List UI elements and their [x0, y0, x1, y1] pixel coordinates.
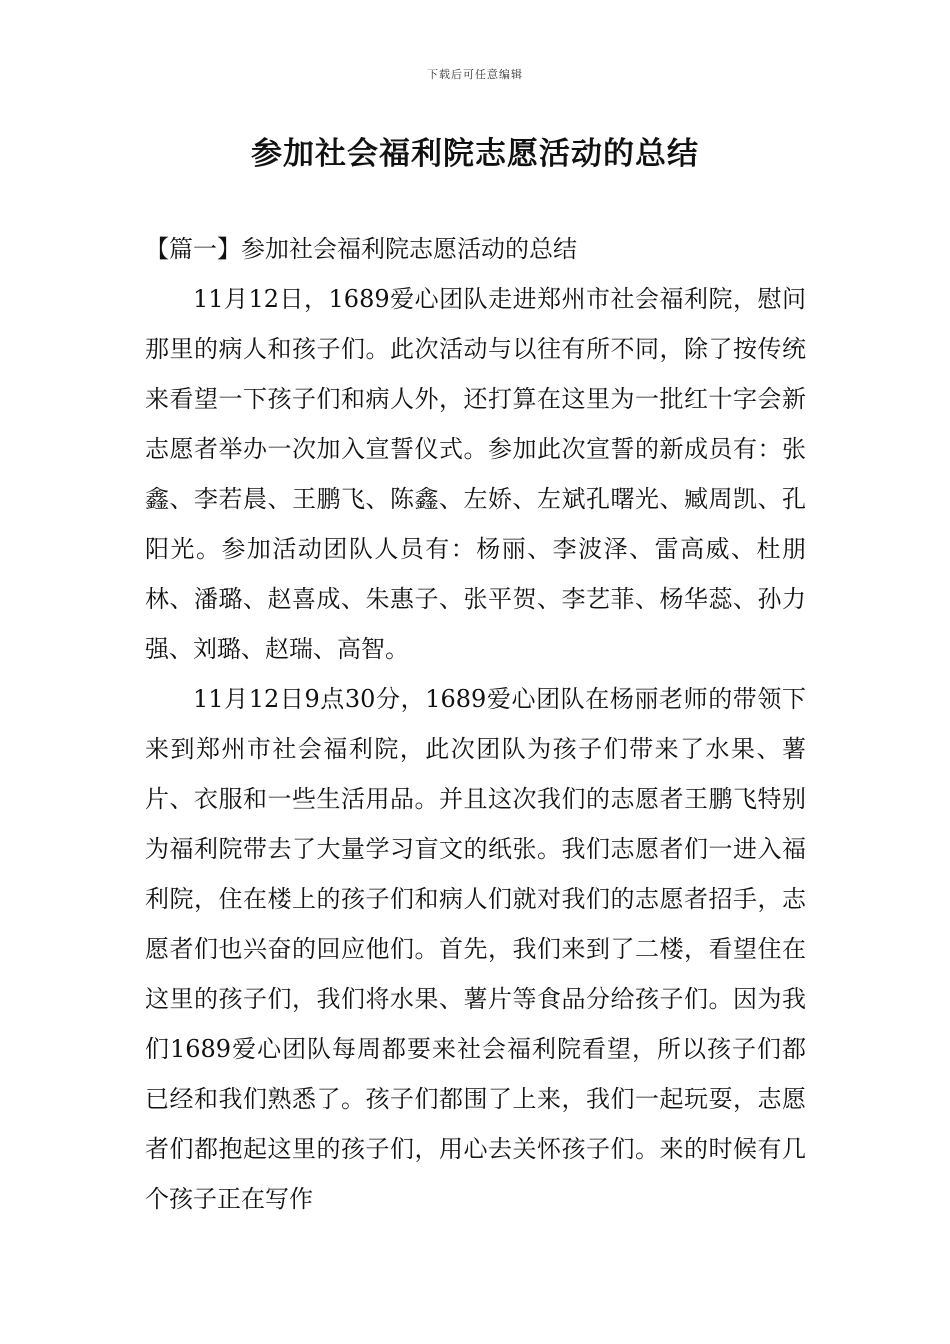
document-title: 参加社会福利院志愿活动的总结 — [251, 136, 699, 172]
paragraph-1: 11月12日，1689爱心团队走进郑州市社会福利院，慰问那里的病人和孩子们。此次活动与以往有所不同，除了按传统来看望一下孩子们和病人外，还打算在这里为一批红十字会新志愿者举办一次加入宣誓仪式。参加此次宣誓的新成员有：张鑫、李若晨、王鹏飞、陈鑫、左娇、左斌孔曙光、臧周凯、孔阳光。参加活动团队人员有：杨丽、李波泽、雷高威、杜朋林、潘璐、赵喜成、朱惠子、张平贺、李艺菲、杨华蕊、孙力强、刘璐、赵瑞、高智。 — [145, 285, 806, 663]
header-note: 下载后可任意编辑 — [427, 68, 523, 81]
document-body — [145, 224, 806, 1224]
paragraph-2: 11月12日9点30分，1689爱心团队在杨丽老师的带领下来到郑州市社会福利院，此次团队为孩子们带来了水果、薯片、衣服和一些生活用品。并且这次我们的志愿者王鹏飞特别为福利院带去了大量学习盲文的纸张。我们志愿者们一进入福利院，住在楼上的孩子们和病人们就对我们的志愿者招手，志愿者们也兴奋的回应他们。首先，我们来到了二楼，看望住在这里的孩子们，我们将水果、薯片等食品分给孩子们。因为我们1689爱心团队每周都要来社会福利院看望，所以孩子们都已经和我们熟悉了。孩子们都围了上来，我们一起玩耍，志愿者们都抱起这里的孩子们，用心去关怀孩子们。来的时候有几个孩子正在写作 — [145, 685, 806, 1213]
section-heading: 【篇一】参加社会福利院志愿活动的总结 — [145, 235, 577, 263]
